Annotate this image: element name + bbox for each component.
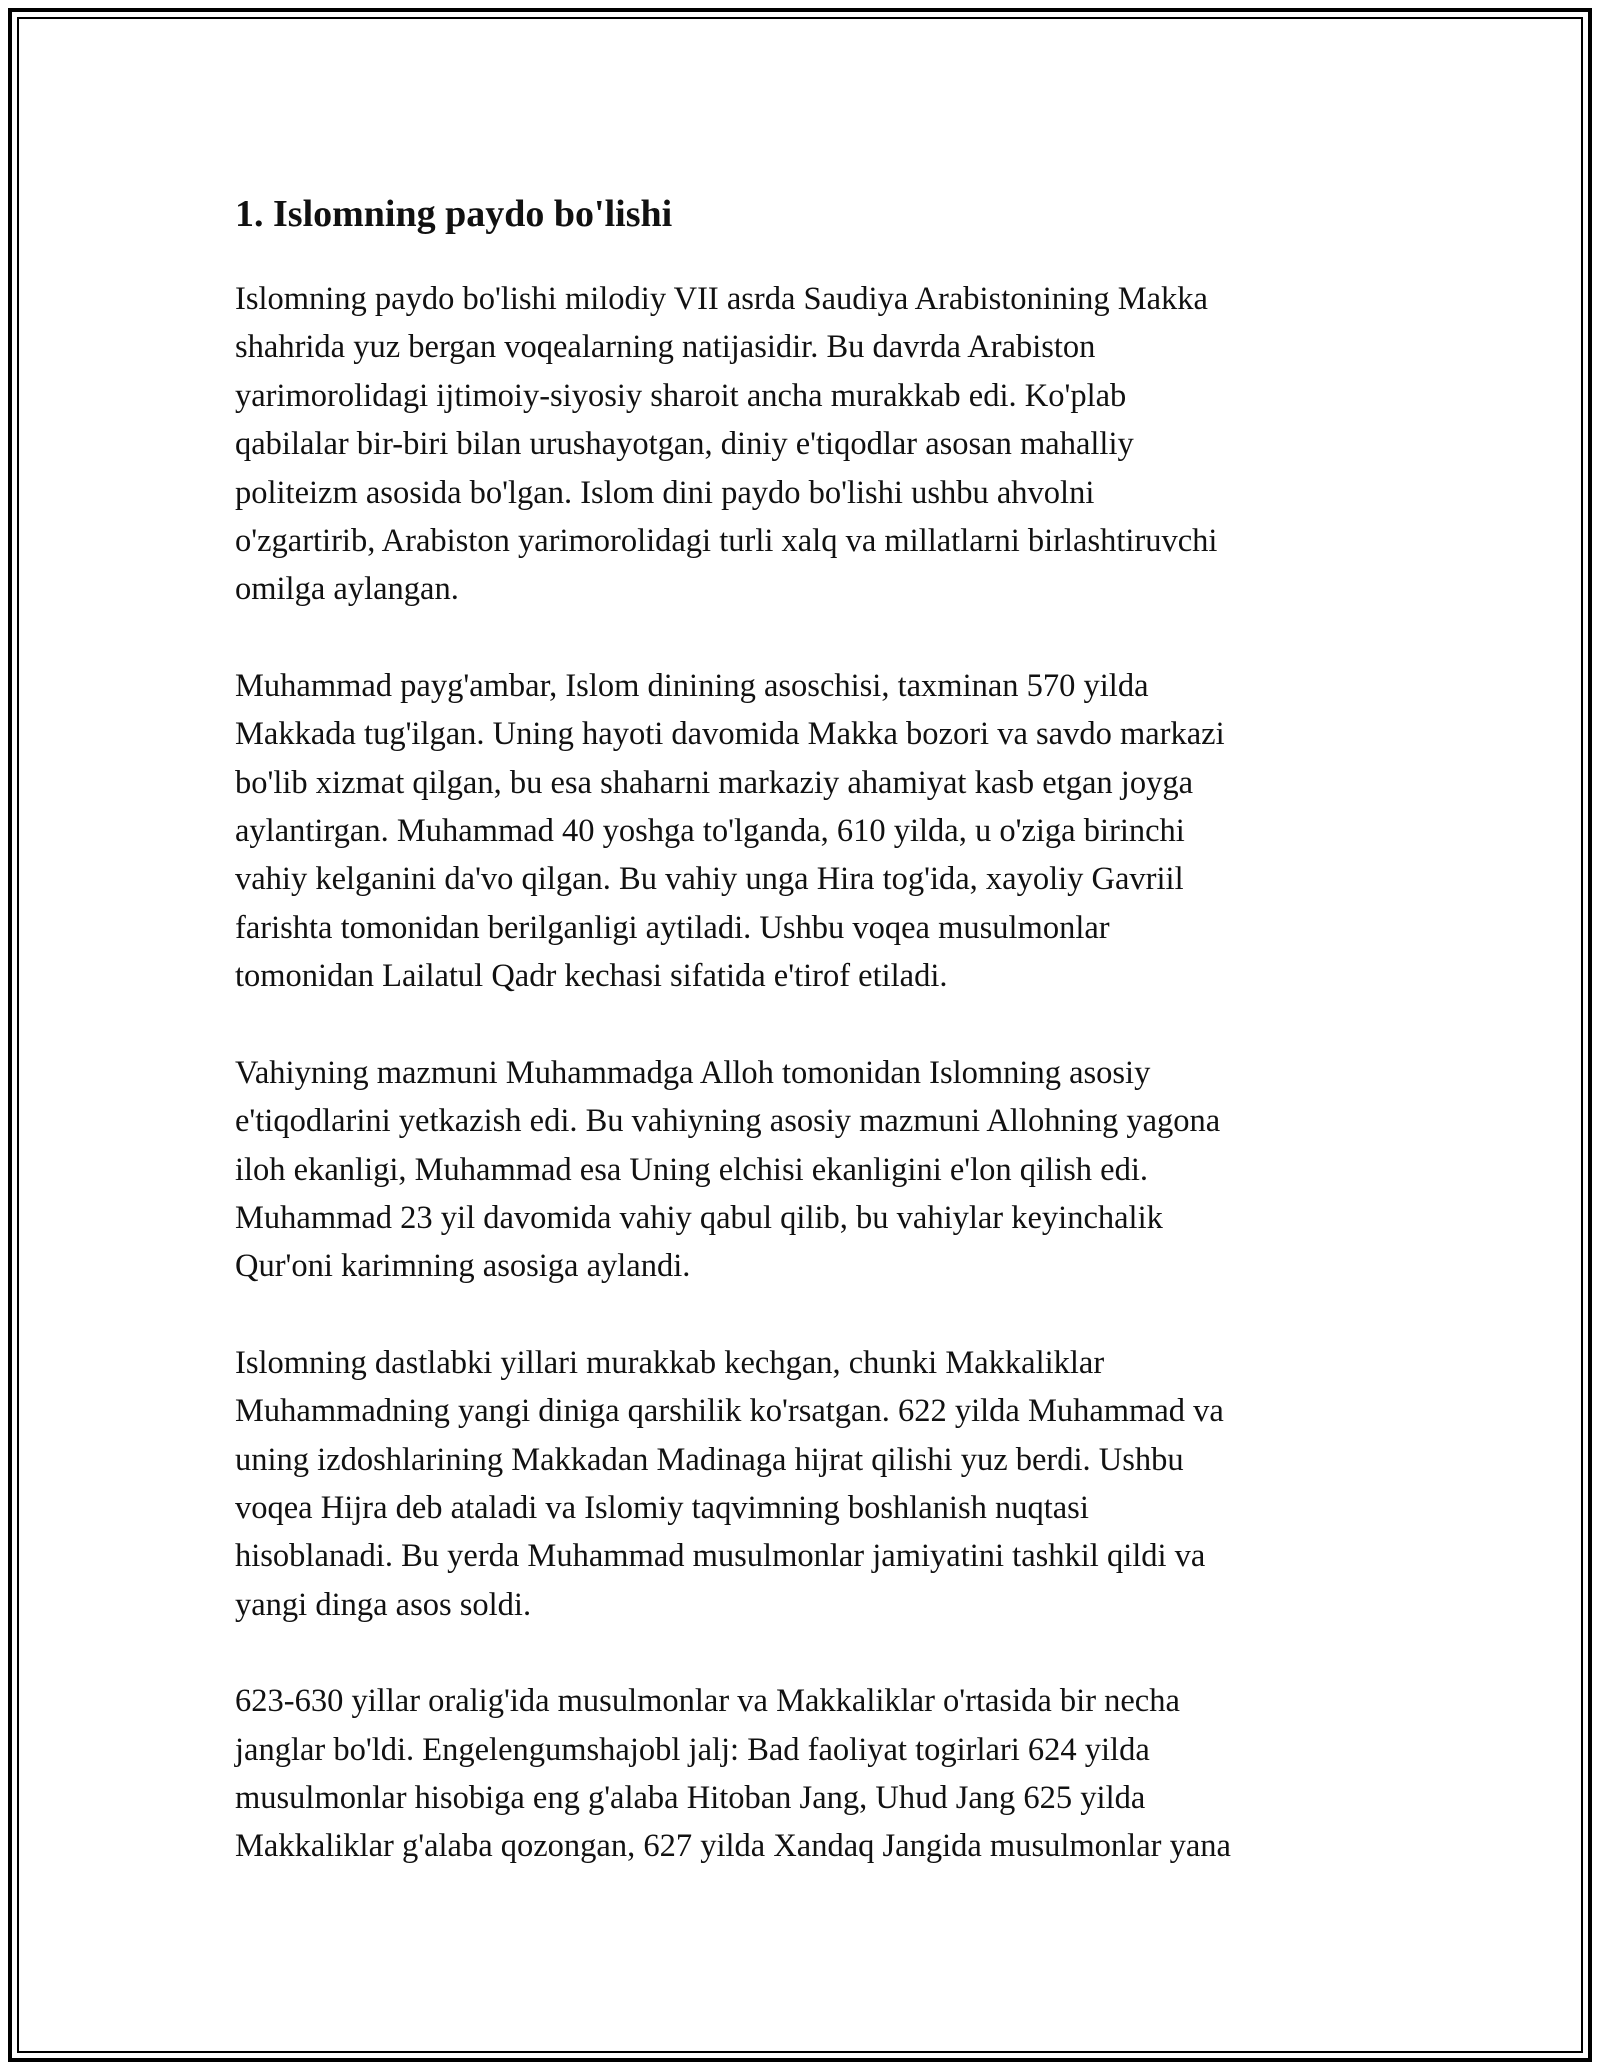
paragraph-1 <box>235 275 1375 614</box>
text-line: o'zgartirib, Arabiston yarimorolidagi turli xalq va millatlarni birlashtiruvchi <box>235 523 1218 560</box>
text-line: Qur'oni karimning asosiga aylandi. <box>235 1248 691 1285</box>
text-line: Muhammad 23 yil davomida vahiy qabul qilib, bu vahiylar keyinchalik <box>235 1199 1163 1236</box>
text-line: Islomning paydo bo'lishi milodiy VII asrda Saudiya Arabistonining Makka <box>235 281 1208 317</box>
paragraph-5 <box>235 1677 1375 1871</box>
document-body <box>235 185 1375 1919</box>
paragraph-3 <box>235 1049 1375 1291</box>
text-line: Makkaliklar g'alaba qozongan, 627 yilda Xandaq Jangida musulmonlar yana <box>235 1828 1231 1865</box>
text-line: bo'lib xizmat qilgan, bu esa shaharni markaziy ahamiyat kasb etgan joyga <box>235 764 1193 801</box>
text-line: politeizm asosida bo'lgan. Islom dini paydo bo'lishi ushbu ahvolni <box>235 474 1095 511</box>
text-line: iloh ekanligi, Muhammad esa Uning elchisi ekanligini e'lon qilish edi. <box>235 1151 1148 1188</box>
text-line: tomonidan Lailatul Qadr kechasi sifatida e'tirof etiladi. <box>235 958 948 995</box>
text-line: Vahiyning mazmuni Muhammadga Alloh tomonidan Islomning asosiy <box>235 1054 1151 1091</box>
text-line: omilga aylangan. <box>235 571 459 608</box>
text-line: Muhammad payg'ambar, Islom dinining asoschisi, taxminan 570 yilda <box>235 667 1149 704</box>
text-line: 623-630 yillar oralig'ida musulmonlar va Makkaliklar o'rtasida bir necha <box>235 1683 1180 1720</box>
text-line: e'tiqodlarini yetkazish edi. Bu vahiyning asosiy mazmuni Allohning yagona <box>235 1103 1221 1140</box>
text-line: yangi dinga asos soldi. <box>235 1586 532 1623</box>
text-line: uning izdoshlarining Makkadan Madinaga hijrat qilishi yuz berdi. Ushbu <box>235 1441 1184 1478</box>
text-line: yarimorolidagi ijtimoiy-siyosiy sharoit ancha murakkab edi. Ko'plab <box>235 377 1127 414</box>
text-line: voqea Hijra deb ataladi va Islomiy taqvimning boshlanish nuqtasi <box>235 1489 1089 1526</box>
text-line: shahrida yuz bergan voqealarning natijasidir. Bu davrda Arabiston <box>235 329 1096 366</box>
text-line: farishta tomonidan berilganligi aytiladi. Ushbu voqea musulmonlar <box>235 909 1110 946</box>
section-title: 1. Islomning paydo bo'lishi <box>235 193 673 235</box>
text-line: Muhammadning yangi diniga qarshilik ko'rsatgan. 622 yilda Muhammad va <box>235 1393 1224 1430</box>
text-line: hisoblanadi. Bu yerda Muhammad musulmonlar jamiyatini tashkil qildi va <box>235 1538 1206 1575</box>
text-line: Makkada tug'ilgan. Uning hayoti davomida Makka bozori va savdo markazi <box>235 716 1225 753</box>
text-line: musulmonlar hisobiga eng g'alaba Hitoban Jang, Uhud Jang 625 yilda <box>235 1779 1146 1816</box>
text-line: vahiy kelganini da'vo qilgan. Bu vahiy unga Hira tog'ida, xayoliy Gavriil <box>235 861 1184 898</box>
paragraph-2 <box>235 662 1375 1001</box>
text-line: janglar bo'ldi. Engelengumshajobl jalj: Bad faoliyat togirlari 624 yilda <box>235 1731 1150 1768</box>
text-line: Islomning dastlabki yillari murakkab kechgan, chunki Makkaliklar <box>235 1344 1105 1381</box>
text-line: qabilalar bir-biri bilan urushayotgan, diniy e'tiqodlar asosan mahalliy <box>235 426 1134 463</box>
text-line: aylantirgan. Muhammad 40 yoshga to'lganda, 610 yilda, u o'ziga birinchi <box>235 813 1185 850</box>
paragraph-4 <box>235 1339 1375 1629</box>
